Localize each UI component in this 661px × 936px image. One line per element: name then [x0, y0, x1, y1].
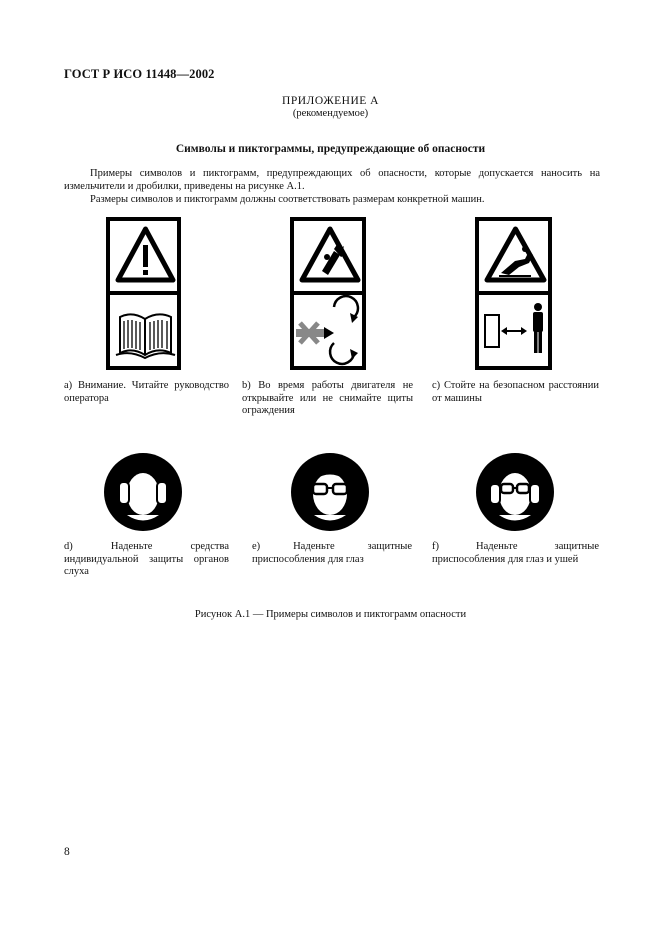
- eye-ear-protection-icon: [475, 452, 555, 532]
- figure-d-caption: d) Наденьте средства индивидуальной защиты органов слуха: [64, 541, 229, 577]
- ear-protection-icon: [103, 452, 183, 532]
- appendix-subtitle: (рекомендуемое): [292, 108, 369, 119]
- page-number: 8: [64, 846, 70, 858]
- do-not-open-guards-icon: [290, 217, 366, 370]
- paragraph-1: Примеры символов и пиктограмм, предупреждающих об опасности, которые допускается наносить на измельчители и дробилки, приведены на рисунке А.1.: [64, 168, 600, 192]
- figure-f-caption: f) Наденьте защитные приспособления для глаз и ушей: [432, 541, 599, 565]
- section-title: Символы и пиктограммы, предупреждающие об опасности: [175, 143, 486, 155]
- paragraph-2: Размеры символов и пиктограмм должны соответствовать размерам конкретной машин.: [90, 194, 485, 205]
- eye-protection-icon: [290, 452, 370, 532]
- warning-read-manual-icon: [106, 217, 181, 370]
- figure-e-caption: е) Наденьте защитные приспособления для глаз: [252, 541, 412, 565]
- standard-header: ГОСТ Р ИСО 11448—2002: [64, 67, 215, 81]
- keep-safe-distance-icon: [475, 217, 552, 370]
- figure-a-caption: а) Внимание. Читайте руководство оператора: [64, 380, 229, 404]
- figure-c-caption: с) Стойте на безопасном расстоянии от машины: [432, 380, 599, 404]
- figure-b-caption: b) Во время работы двигателя не открывайте или не снимайте щиты ограждения: [242, 380, 413, 416]
- appendix-title: ПРИЛОЖЕНИЕ А: [282, 95, 379, 107]
- figure-caption: Рисунок А.1 — Примеры символов и пиктограмм опасности: [194, 609, 467, 620]
